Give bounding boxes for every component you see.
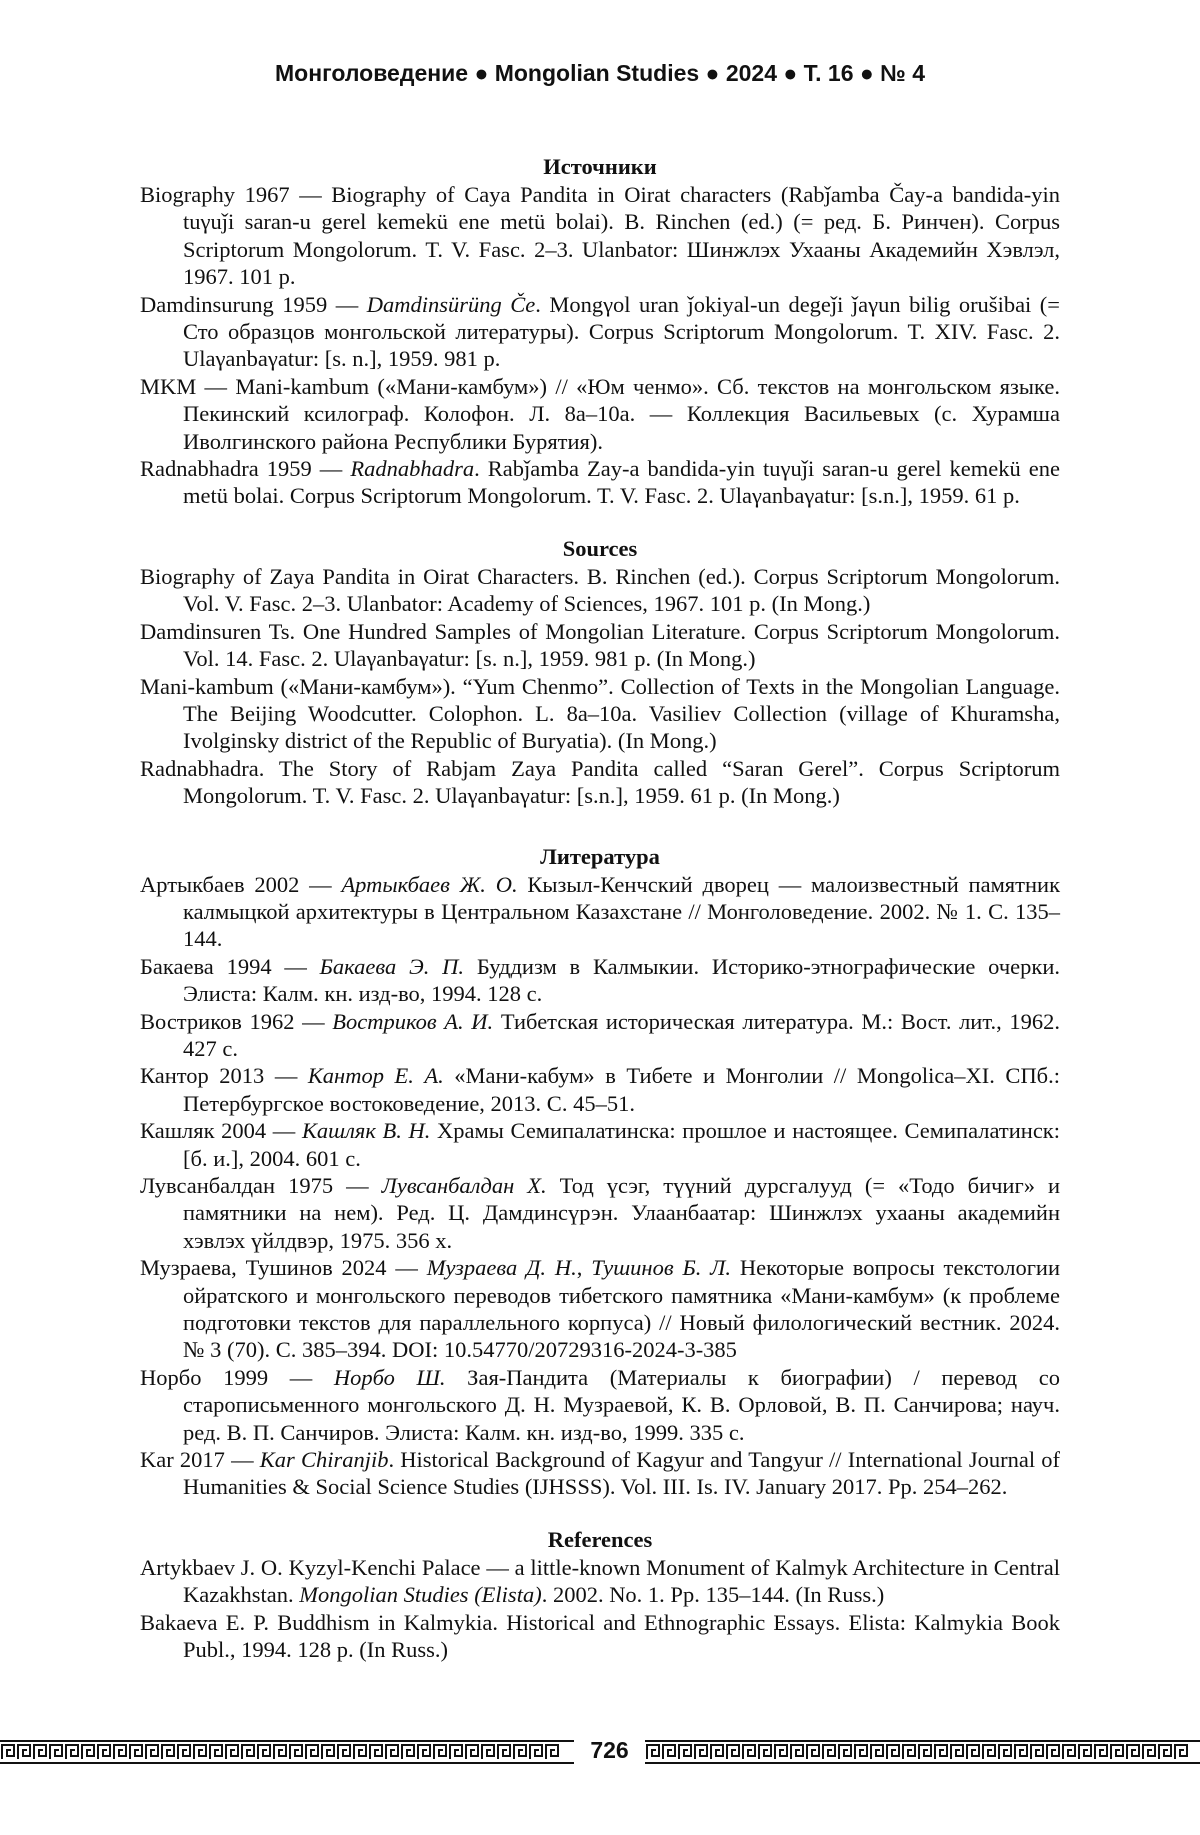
bibliography-entry: [140, 455, 1060, 510]
bibliography-entry: [140, 181, 1060, 291]
bibliography-entry: [140, 1117, 1060, 1172]
bibliography-entry: [140, 1554, 1060, 1609]
section-sources-ru: [140, 153, 1060, 510]
entry-author-italic: Kar Chiranjib: [259, 1447, 389, 1473]
entry-author-italic: Норбо Ш.: [333, 1364, 446, 1390]
meander-ornament-left: [0, 1739, 574, 1765]
entry-text: Radnabhadra 1959 —: [140, 456, 351, 482]
entry-text: Храмы Семипалатинска: прошлое и настоящее. Семипалатинск: [б. и.], 2004. 601 с.: [183, 1118, 1060, 1171]
section-title: References: [547, 1526, 653, 1552]
entry-text: Damdinsurung 1959 —: [140, 291, 367, 317]
bibliography-entry: [140, 1008, 1060, 1063]
entry-text: . Historical Background of Kagyur and Tangyur // International Journal of Humanities & Social Science Studies (IJHSSS). Vol. III. Is. IV. January 2017. Pp. 254–262.: [183, 1447, 1061, 1500]
bibliography-entry: [140, 871, 1060, 953]
entry-text: Буддизм в Калмыкии. Историко-этнографические очерки. Элиста: Калм. кн. изд-во, 1994. 128 с.: [183, 953, 1060, 1007]
bibliography-entry: [140, 1364, 1060, 1446]
bibliography-entry: [140, 1446, 1060, 1501]
entry-text: Артыкбаев 2002 —: [140, 871, 342, 897]
running-head: Монголоведение ● Mongolian Studies ● 2024 ● Т. 16 ● № 4: [275, 60, 925, 86]
entry-text: . Mongγol uran ǰokiyal-un degeǰi ǰaγun bilig orušibai (= Сто образцов монгольской литературы). Corpus Scriptorum Mongolorum. T. XIV. Fasc. 2. Ulaγanbaγatur: [s. n.], 1959. 981 p.: [183, 291, 1060, 372]
bibliography-entry: [140, 1172, 1060, 1254]
entry-text: Biography of Zaya Pandita in Oirat Characters. B. Rinchen (ed.). Corpus Scriptorum Mongolorum. Vol. V. Fasc. 2–3. Ulanbator: Academy of Sciences, 1967. 101 p. (In Mong.): [140, 563, 1060, 617]
entry-text: Radnabhadra. The Story of Rabjam Zaya Pandita called “Saran Gerel”. Corpus Scriptorum Mongolorum. T. V. Fasc. 2. Ulaγanbaγatur: [s.n.], 1959. 61 p. (In Mong.): [140, 755, 1060, 809]
section-title: Источники: [543, 154, 657, 179]
entry-text: Кызыл-Кенчский дворец — малоизвестный памятник калмыцкой архитектуры в Центральном Казахстане // Монголоведение. 2002. № 1. С. 135–144.: [183, 871, 1061, 952]
entry-author-italic: Mongolian Studies (Elista): [299, 1582, 542, 1608]
bibliography-entry: [140, 1609, 1060, 1664]
section-title: Sources: [562, 535, 638, 561]
entry-text: Бакаева 1994 —: [140, 953, 320, 979]
entry-text: Некоторые вопросы текстологии ойратского и монгольского переводов тибетского памятника «Мани-камбум» (к проблеме подготовки текстов для параллельного корпуса) // Новый филологический вестник. 2024. № 3 (70). С. 385–394. DOI: 10.54770/20729316-2024-3-385: [183, 1255, 1061, 1363]
bibliography-entry: [140, 755, 1060, 810]
entry-author-italic: Тушинов Б. Л.: [591, 1255, 732, 1281]
entry-text: Кантор 2013 —: [140, 1063, 308, 1089]
meander-ornament-right: [645, 1739, 1200, 1765]
entry-text: MKM — Mani-kambum («Мани-камбум») // «Юм ченмо». Сб. текстов на монгольском языке. Пекинский ксилограф. Колофон. Л. 8а–10а. — Коллекция Васильевых (с. Хурамша Иволгинского района Республики Бурятия).: [140, 373, 1060, 454]
section-references-en: [140, 1526, 1060, 1664]
entry-text: Кашляк 2004 —: [140, 1118, 302, 1144]
bibliography-entry: [140, 373, 1060, 455]
bibliography-entry: [140, 1254, 1060, 1364]
entry-author-italic: Востриков А. И.: [332, 1008, 494, 1034]
entry-text: Зая-Пандита (Материалы к биографии) / перевод со старописьменного монгольского Д. Н. Музраевой, К. В. Орловой, В. П. Санчирова; науч. ред. В. П. Санчиров. Элиста: Калм. кн. изд-во, 1999. 335 с.: [183, 1364, 1060, 1445]
entry-text: Damdinsuren Ts. One Hundred Samples of Mongolian Literature. Corpus Scriptorum Mongolorum. Vol. 14. Fasc. 2. Ulaγanbaγatur: [s. n.], 1959. 981 p. (In Mong.): [140, 618, 1060, 672]
bibliography-entry: [140, 563, 1060, 618]
entry-text: Bakaeva E. P. Buddhism in Kalmykia. Historical and Ethnographic Essays. Elista: Kalmykia Book Publ., 1994. 128 p. (In Russ.): [140, 1609, 1060, 1663]
bibliography-entry: [140, 673, 1060, 755]
entry-author-italic: Кантор Е. А.: [307, 1063, 444, 1089]
entry-text: Востриков 1962 —: [140, 1008, 333, 1034]
entry-text: Тибетская историческая литература. М.: Вост. лит., 1962. 427 с.: [183, 1008, 1060, 1061]
bibliography: [140, 153, 1060, 1689]
entry-text: Mani-kambum («Мани-камбум»). “Yum Chenmo”. Collection of Texts in the Mongolian Language. The Beijing Woodcutter. Colophon. L. 8a–10a. Vasiliev Collection (village of Khuramsha, Ivolginsky district of the Republic of Buryatia). (In Mong.): [140, 673, 1060, 754]
entry-author-italic: Radnabhadra: [350, 456, 475, 482]
entry-text: Музраева, Тушинов 2024 —: [140, 1255, 427, 1281]
entry-text: Artykbaev J. O. Kyzyl-Kenchi Palace — a little-known Monument of Kalmyk Architecture in Central Kazakhstan.: [140, 1554, 1060, 1608]
bibliography-entry: [140, 953, 1060, 1008]
entry-text: Biography 1967 — Biography of Caya Pandita in Oirat characters (Rabǰamba Čay-a bandida-yin tuγuǰi saran-u gerel kemekü ene metü bolai). B. Rinchen (ed.) (= ред. Б. Ринчен). Corpus Scriptorum Mongolorum. T. V. Fasc. 2–3. Ulanbator: Шинжлэх Ухааны Академийн Хэвлэл, 1967. 101 p.: [140, 182, 1060, 290]
entry-author-italic: Музраева Д. Н.: [426, 1255, 577, 1281]
bibliography-entry: [140, 618, 1060, 673]
entry-text: «Мани-кабум» в Тибете и Монголии // Mongolica–XI. СПб.: Петербургское востоковедение, 2013. С. 45–51.: [183, 1063, 1061, 1116]
entry-text: . 2002. No. 1. Pp. 135–144. (In Russ.): [541, 1582, 885, 1608]
bibliography-entry: [140, 1062, 1060, 1117]
page-number: 726: [590, 1737, 629, 1763]
entry-author-italic: Damdinsürüng Če: [366, 291, 536, 317]
section-title: Литература: [540, 843, 660, 869]
entry-author-italic: Кашляк В. Н.: [301, 1118, 431, 1144]
entry-author-italic: Артыкбаев Ж. О.: [341, 871, 518, 897]
entry-text: Лувсанбалдан 1975 —: [140, 1173, 382, 1198]
entry-text: Kar 2017 —: [140, 1447, 260, 1473]
bibliography-entry: [140, 291, 1060, 373]
entry-author-italic: Лувсанбалдан Х.: [381, 1173, 547, 1198]
entry-text: ,: [576, 1255, 592, 1281]
entry-text: . Rabǰamba Zay-a bandida-yin tuγuǰi saran-u gerel kemekü ene metü bolai. Corpus Scriptorum Mongolorum. T. V. Fasc. 2. Ulaγanbaγatur: [s.n.], 1959. 61 p.: [183, 456, 1060, 509]
page-footer: [0, 1739, 1200, 1765]
section-sources-en: [140, 535, 1060, 810]
section-literature-ru: [140, 843, 1060, 1501]
entry-author-italic: Бакаева Э. П.: [319, 953, 465, 979]
entry-text: Тод үсэг, түүний дурсгалууд (= «Тодо бичиг» и памятники на нем). Ред. Ц. Дамдинсүрэн. Улаанбаатар: Шинжлэх ухааны академийн хэвлэх үйлдвэр, 1975. 356 х.: [183, 1173, 1060, 1253]
entry-text: Норбо 1999 —: [140, 1364, 334, 1390]
